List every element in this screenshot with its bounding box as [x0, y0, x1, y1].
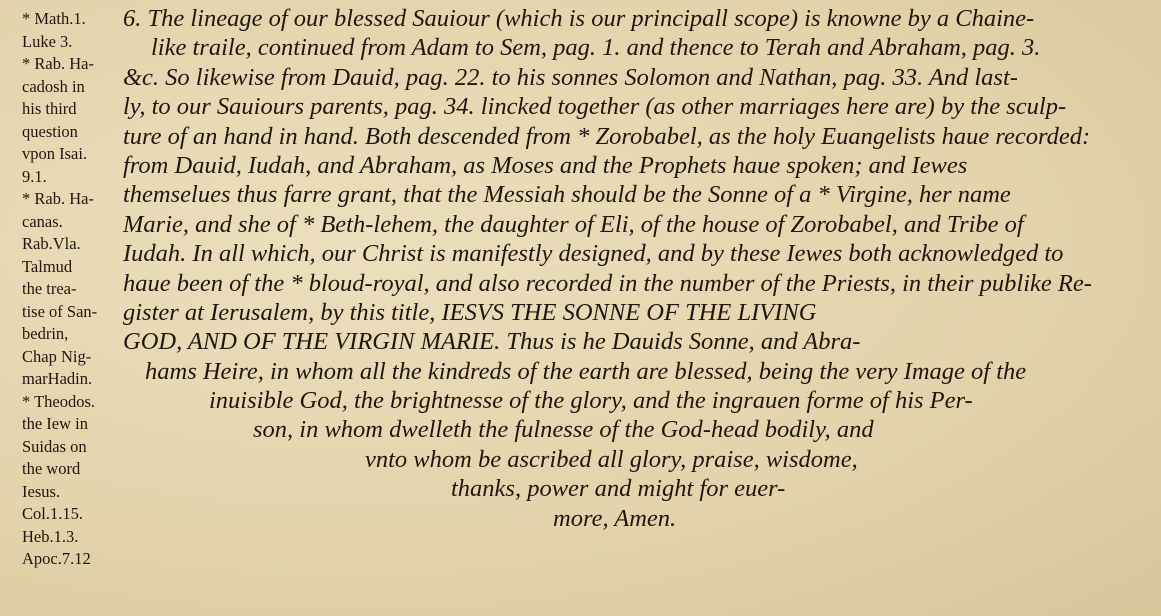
margin-note: Talmud	[22, 256, 73, 276]
text-line: gister at Ierusalem, by this title, IESVS THE SONNE OF THE LIVING	[123, 298, 817, 326]
margin-note: marHadin.	[22, 369, 93, 388]
margin-note: * Rab. Ha-	[22, 189, 94, 208]
text-line: Marie, and she of * Beth-lehem, the daughter of Eli, of the house of Zorobabel, and Tribe of	[123, 210, 1024, 238]
body-text	[123, 4, 1143, 533]
text-line: inuisible God, the brightnesse of the glory, and the ingrauen forme of his Per-	[209, 387, 973, 415]
margin-note: the word	[22, 459, 81, 478]
margin-note: Heb.1.3.	[22, 526, 79, 546]
margin-note: Rab.Vla.	[22, 234, 81, 253]
text-line: GOD, AND OF THE VIRGIN MARIE. Thus is he Dauids Sonne, and Abra-	[123, 328, 861, 356]
text-line: Iudah. In all which, our Christ is manifestly designed, and by these Iewes both acknowledged to	[123, 240, 1064, 268]
text-line: son, in whom dwelleth the fulnesse of the God-head bodily, and	[253, 416, 874, 444]
margin-note: canas.	[22, 211, 63, 231]
text-line: thanks, power and might for euer-	[451, 475, 786, 503]
margin-note: question	[22, 121, 78, 141]
text-line: ly, to our Sauiours parents, pag. 34. lincked together (as other marriages here are) by the sculp-	[123, 93, 1067, 121]
text-line: more, Amen.	[553, 504, 677, 532]
margin-note: Chap Nig-	[22, 346, 92, 366]
text-line: ture of an hand in hand. Both descended from * Zorobabel, as the holy Euangelists haue recorded:	[123, 122, 1091, 150]
margin-note: 9.1.	[22, 166, 47, 186]
margin-note: his third	[22, 99, 77, 118]
margin-note: * Rab. Ha-	[22, 54, 94, 73]
margin-note: * Theodos.	[22, 391, 96, 411]
margin-note: Suidas on	[22, 436, 87, 456]
text-line: themselues thus farre grant, that the Messiah should be the Sonne of a * Virgine, her name	[123, 181, 1011, 209]
margin-note: Luke 3.	[22, 31, 73, 51]
margin-note: vpon Isai.	[22, 144, 88, 163]
text-line: from Dauid, Iudah, and Abraham, as Moses and the Prophets haue spoken; and Iewes	[123, 151, 968, 179]
margin-note: Iesus.	[22, 481, 61, 501]
margin-note: Col.1.15.	[22, 504, 83, 523]
text-line: like traile, continued from Adam to Sem, pag. 1. and thence to Terah and Abraham, pag. 3.	[151, 34, 1041, 62]
margin-notes	[22, 8, 132, 571]
margin-note: Apoc.7.12	[22, 549, 91, 568]
text-line: &c. So likewise from Dauid, pag. 22. to his sonnes Solomon and Nathan, pag. 33. And last-	[123, 63, 1018, 91]
text-line: 6. The lineage of our blessed Sauiour (which is our principall scope) is knowne by a Chaine-	[123, 5, 1035, 32]
text-line: hams Heire, in whom all the kindreds of the earth are blessed, being the very Image of the	[145, 357, 1027, 385]
margin-note: bedrin,	[22, 324, 69, 343]
margin-note: cadosh in	[22, 76, 85, 96]
margin-note: the Iew in	[22, 414, 88, 433]
margin-note: * Math.1.	[22, 9, 86, 28]
text-line: haue been of the * bloud-royal, and also recorded in the number of the Priests, in their publike Re-	[123, 269, 1092, 297]
margin-note: the trea-	[22, 279, 77, 298]
margin-note: tise of San-	[22, 301, 98, 321]
text-line: vnto whom be ascribed all glory, praise, wisdome,	[365, 445, 858, 473]
